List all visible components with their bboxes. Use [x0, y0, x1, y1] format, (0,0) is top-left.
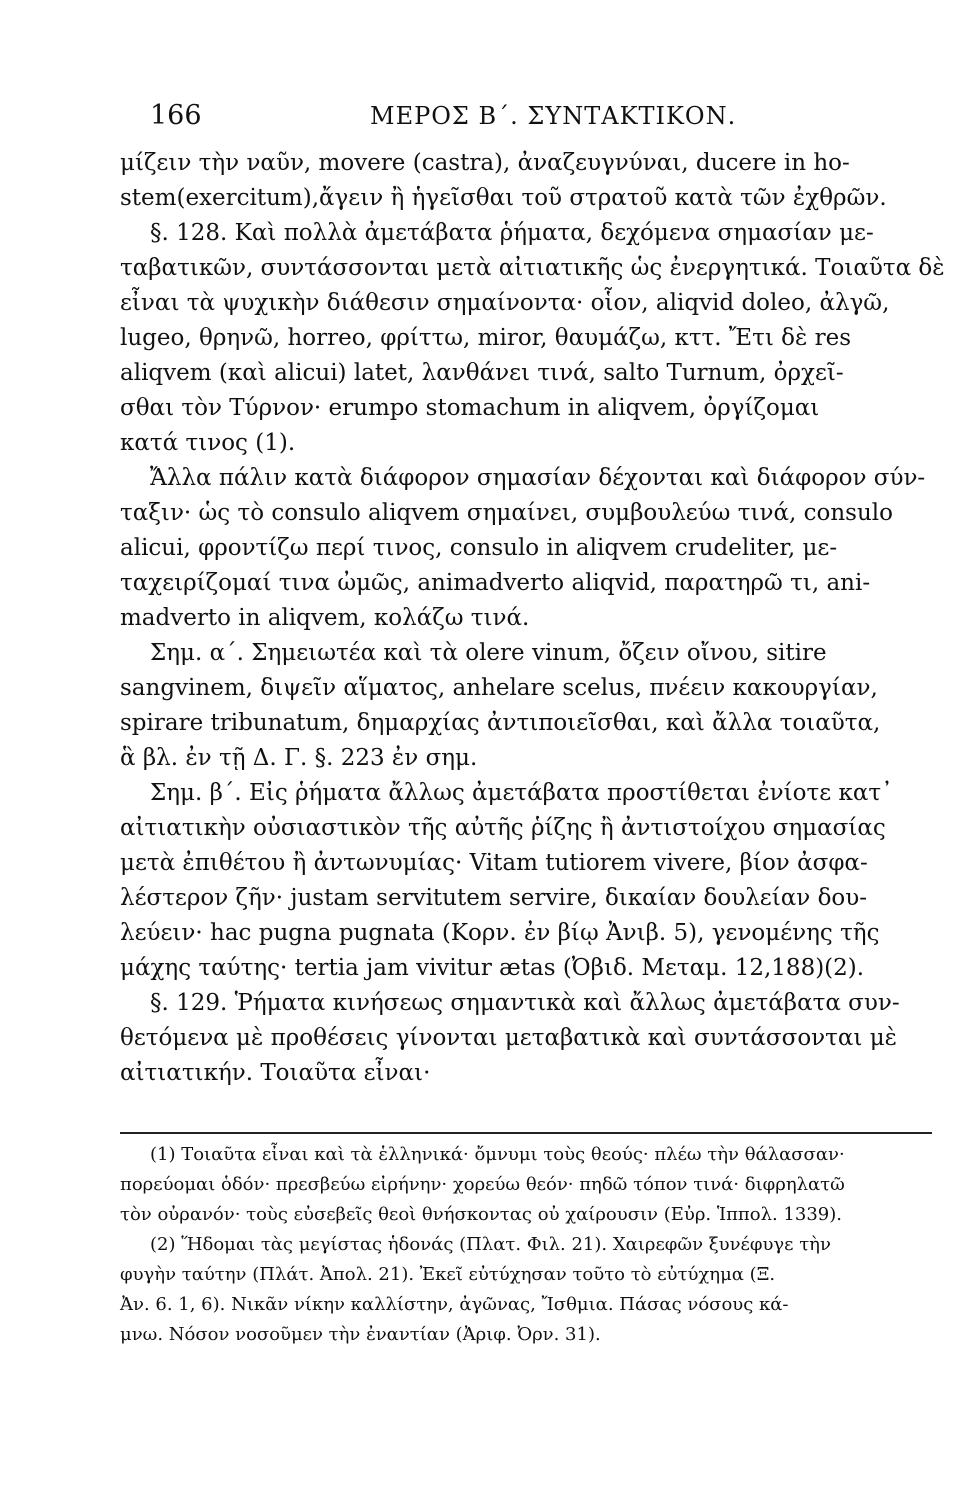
text-line: θετόμενα μὲ προθέσεις γίνονται μεταβατικὰ καὶ συντάσσονται μὲ — [120, 1025, 898, 1051]
text-line: αἰτιατικήν. Τοιαῦτα εἶναι· — [120, 1060, 431, 1086]
text-line: lugeo, θρηνῶ, horreo, φρίττω, miror, θαυμάζω, κττ. Ἔτι δὲ res — [120, 325, 852, 351]
footnote-line: Ἀν. 6. 1, 6). Νικᾶν νίκην καλλίστην, ἀγῶνας, Ἴσθμια. Πάσας νόσους κά- — [120, 1294, 789, 1315]
page-number: 166 — [150, 100, 202, 131]
running-title: ΜΕΡΟΣ Β΄. ΣΥΝΤΑΚΤΙΚΟΝ. — [370, 102, 737, 130]
footnote-divider — [120, 1132, 932, 1134]
text-line: spirare tribunatum, δημαρχίας ἀντιποιεῖσθαι, καὶ ἄλλα τοιαῦτα, — [120, 710, 881, 736]
footnote-1-start: (1) Τοιαῦτα εἶναι καὶ τὰ ἑλληνικά· ὄμνυμι τοὺς θεούς· πλέω τὴν θάλασσαν· — [150, 1144, 845, 1165]
text-line: alicui, φροντίζω περί τινος, consulo in aliqvem crudeliter, με- — [120, 535, 838, 561]
note-beta-start: Σημ. β΄. Εἰς ῥήματα ἄλλως ἀμετάβατα προστίθεται ἐνίοτε κατ᾽ — [150, 780, 893, 806]
text-line: αἰτιατικὴν οὐσιαστικὸν τῆς αὐτῆς ῥίζης ἢ ἀντιστοίχου σημασίας — [120, 815, 886, 841]
text-line: stem(exercitum),ἄγειν ἢ ἡγεῖσθαι τοῦ στρατοῦ κατὰ τῶν ἐχθρῶν. — [120, 185, 887, 211]
text-line: ταξιν· ὡς τὸ consulo aliqvem σημαίνει, συμβουλεύω τινά, consulo — [120, 500, 893, 526]
text-line: μάχης ταύτης· tertia jam vivitur ætas (Ὀβιδ. Μεταμ. 12,188)(2). — [120, 955, 865, 981]
main-text — [120, 146, 950, 1091]
footnote-line: μνω. Νόσον νοσοῦμεν τὴν ἐναντίαν (Ἀριφ. Ὀρν. 31). — [120, 1324, 601, 1345]
page-header — [150, 100, 846, 140]
text-line: μετὰ ἐπιθέτου ἢ ἀντωνυμίας· Vitam tutiorem vivere, βίον ἀσφα- — [120, 850, 868, 876]
text-line: ταβατικῶν, συντάσσονται μετὰ αἰτιατικῆς ὡς ἐνεργητικά. Τοιαῦτα δὲ — [120, 255, 945, 281]
text-line: σθαι τὸν Τύρνον· erumpo stomachum in aliqvem, ὀργίζομαι — [120, 395, 820, 421]
footnote-line: φυγὴν ταύτην (Πλάτ. Ἀπολ. 21). Ἐκεῖ εὐτύχησαν τοῦτο τὸ εὐτύχημα (Ξ. — [120, 1264, 776, 1285]
footnote-line: πορεύομαι ὁδόν· πρεσβεύω εἰρήνην· χορεύω θεόν· πηδῶ τόπον τινά· διφρηλατῶ — [120, 1174, 845, 1195]
text-line: εἶναι τὰ ψυχικὴν διάθεσιν σημαίνοντα· οἷον, aliqvid doleo, ἀλγῶ, — [120, 290, 890, 316]
text-line: λέστερον ζῆν· justam servitutem servire, δικαίαν δουλείαν δου- — [120, 885, 868, 911]
footnote-line: τὸν οὐρανόν· τοὺς εὐσεβεῖς θεοὶ θνήσκοντας οὐ χαίρουσιν (Εὐρ. Ἱππολ. 1339). — [120, 1204, 842, 1225]
text-line: sangvinem, διψεῖν αἵματος, anhelare scelus, πνέειν κακουργίαν, — [120, 675, 878, 701]
section-128-start: §. 128. Καὶ πολλὰ ἀμετάβατα ῥήματα, δεχόμενα σημασίαν με- — [150, 220, 874, 246]
section-129-start: §. 129. Ῥήματα κινήσεως σημαντικὰ καὶ ἄλλως ἀμετάβατα συν- — [150, 990, 900, 1016]
text-line: μίζειν τὴν ναῦν, movere (castra), ἀναζευγνύναι, ducere in ho- — [120, 150, 850, 176]
text-line: λεύειν· hac pugna pugnata (Κορν. ἐν βίῳ Ἀνιβ. 5), γενομένης τῆς — [120, 920, 880, 946]
text-line: κατά τινος (1). — [120, 430, 296, 456]
footnotes — [120, 1140, 950, 1350]
text-line: aliqvem (καὶ alicui) latet, λανθάνει τινά, salto Turnum, ὀρχεῖ- — [120, 360, 844, 386]
paragraph-start: Ἄλλα πάλιν κατὰ διάφορον σημασίαν δέχονται καὶ διάφορον σύν- — [150, 465, 926, 491]
footnote-2-start: (2) Ἥδομαι τὰς μεγίστας ἡδονάς (Πλατ. Φιλ. 21). Χαιρεφῶν ξυνέφυγε τὴν — [150, 1234, 831, 1255]
text-line: madverto in aliqvem, κολάζω τινά. — [120, 605, 530, 631]
text-line: ἃ βλ. ἐν τῇ Δ. Γ. §. 223 ἐν σημ. — [120, 745, 478, 771]
note-alpha-start: Σημ. α΄. Σημειωτέα καὶ τὰ olere vinum, ὄζειν οἴνου, sitire — [150, 640, 827, 666]
text-line: ταχειρίζομαί τινα ὠμῶς, animadverto aliqvid, παρατηρῶ τι, ani- — [120, 570, 871, 596]
